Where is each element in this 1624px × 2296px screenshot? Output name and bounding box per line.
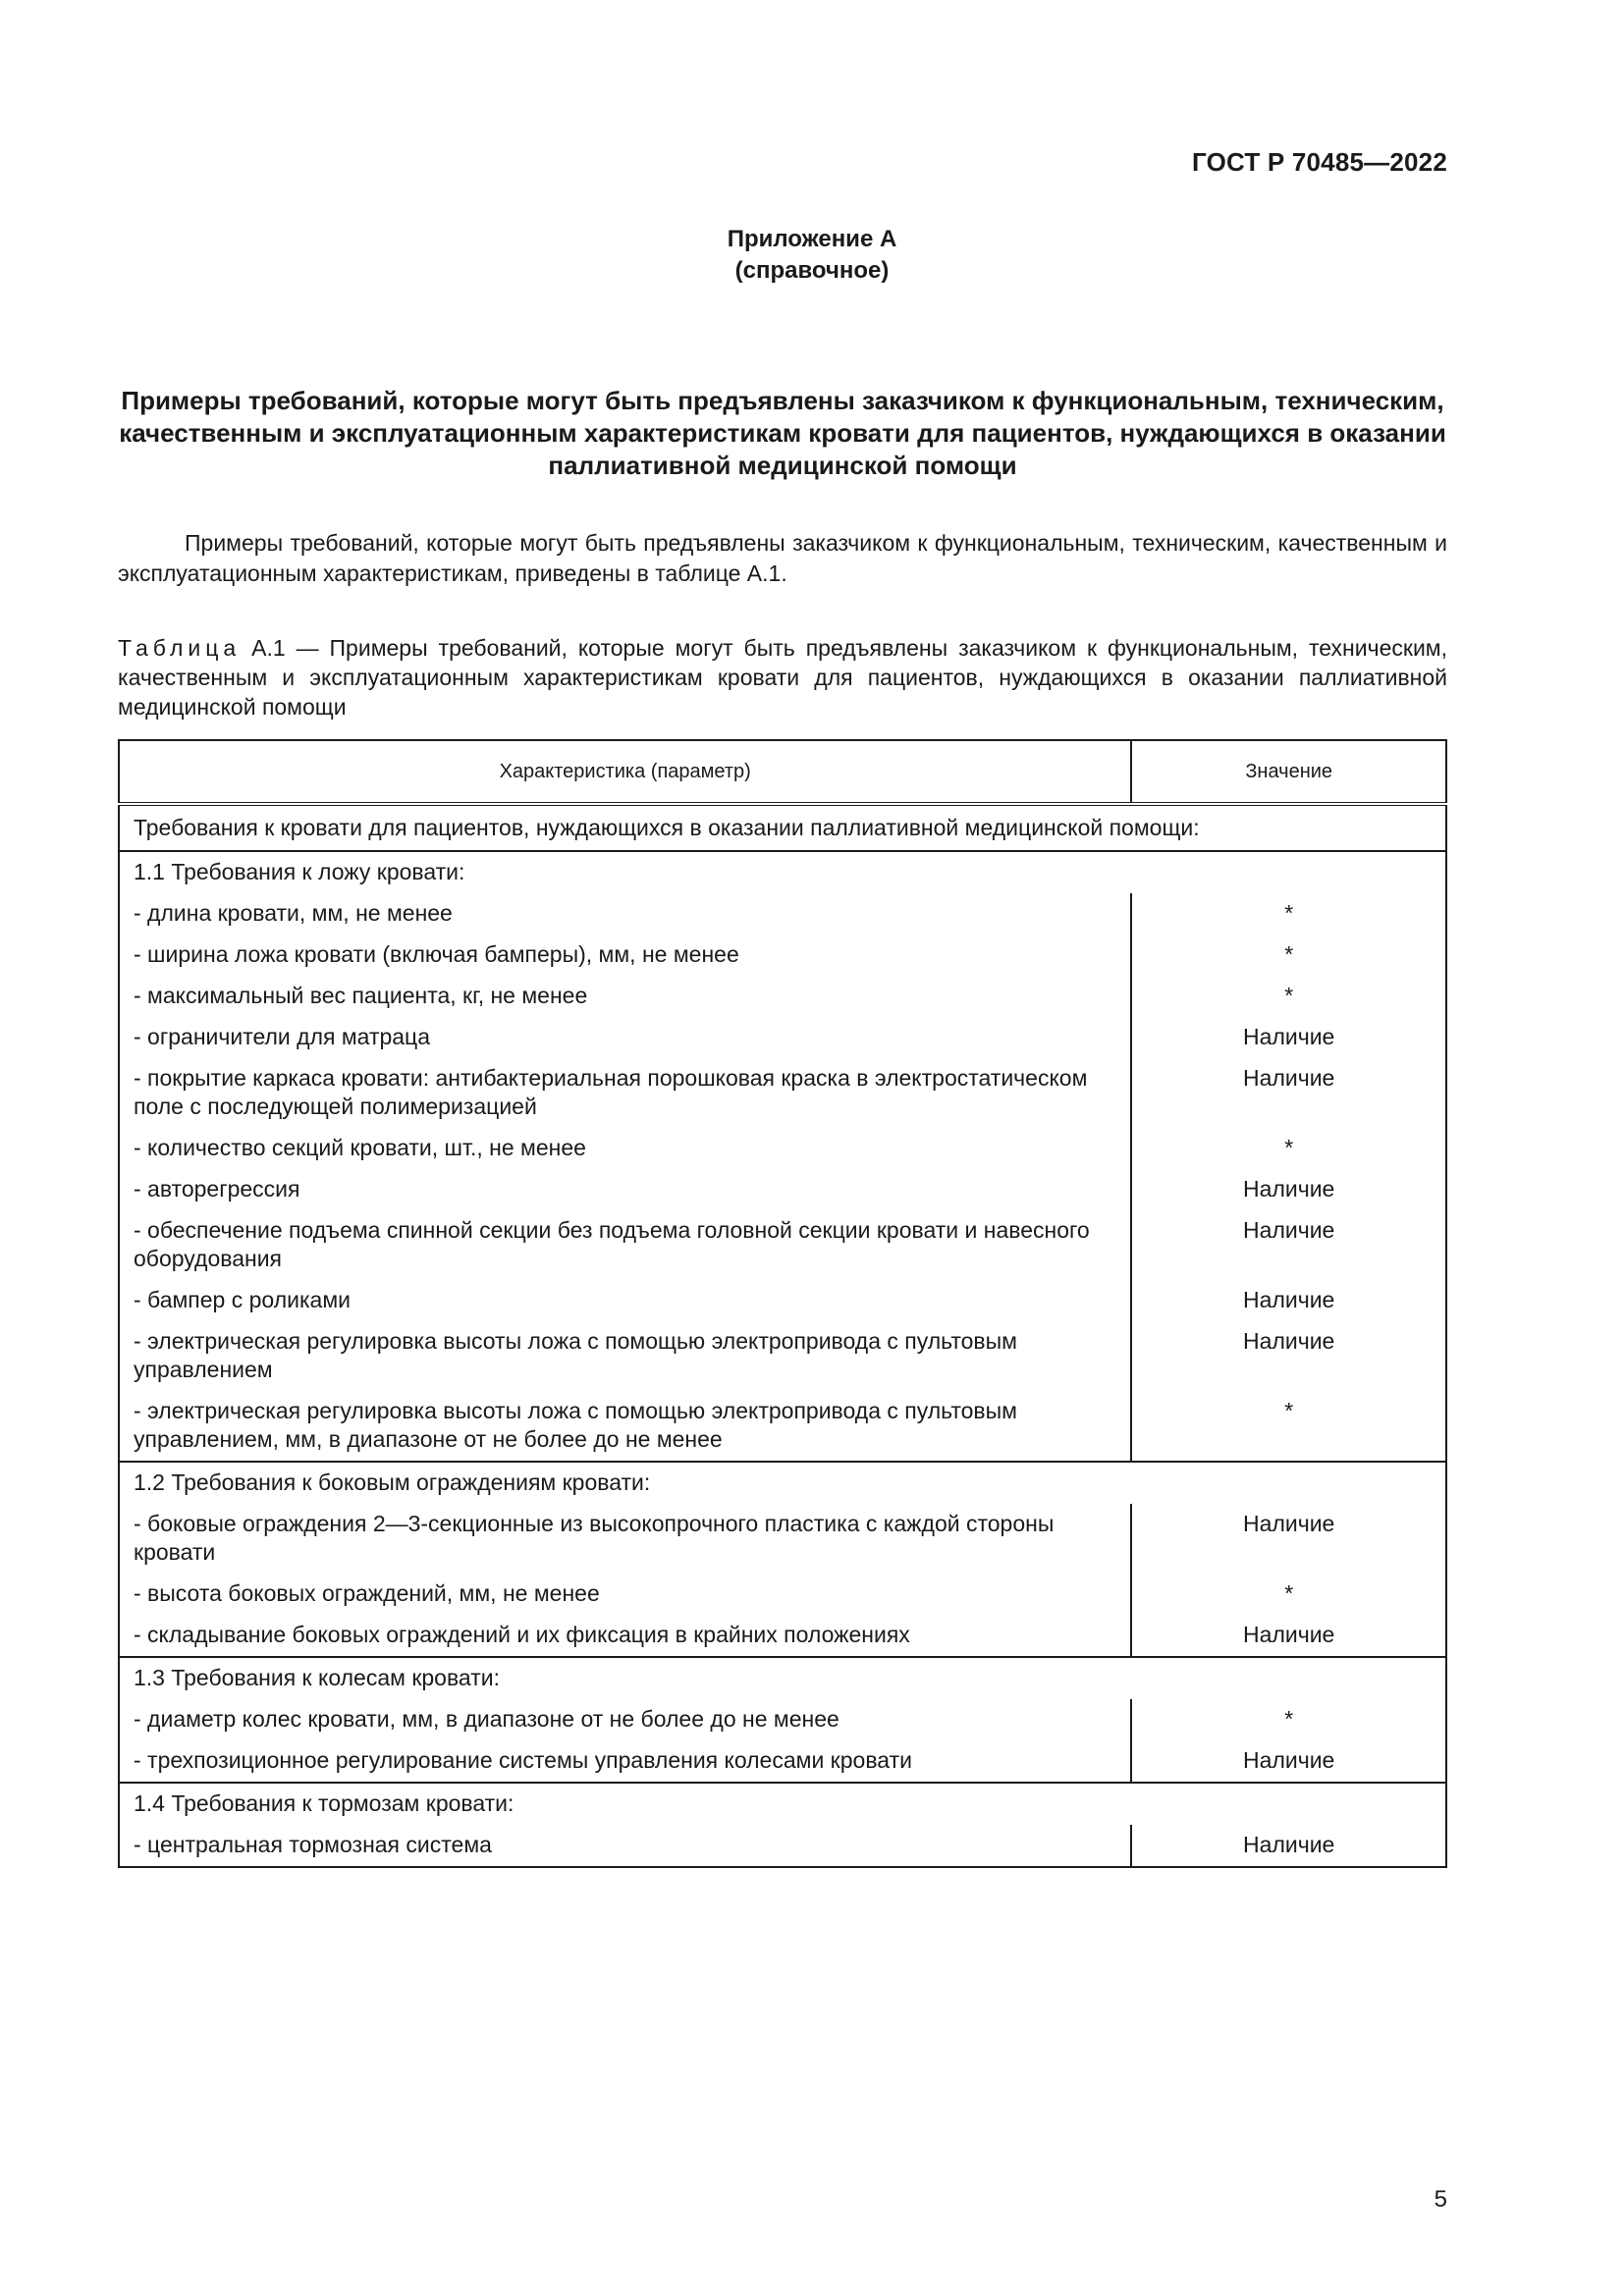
row-param: - электрическая регулировка высоты ложа с помощью электропривода с пультовым управлением, мм, в диапазоне от не более до не менее [119, 1391, 1131, 1462]
row-value: Наличие [1131, 1017, 1446, 1058]
section-row-1-3 [119, 1657, 1446, 1699]
row-value: * [1131, 893, 1446, 934]
table-row [119, 1017, 1446, 1058]
section-row-1-1 [119, 851, 1446, 893]
table-row [119, 1825, 1446, 1867]
table-row [119, 1058, 1446, 1128]
row-param: - покрытие каркаса кровати: антибактериальная порошковая краска в электростатическом поле с последующей полимеризацией [119, 1058, 1131, 1128]
row-param: - максимальный вес пациента, кг, не менее [119, 976, 1131, 1017]
section-title: 1.2 Требования к боковым ограждениям кровати: [119, 1462, 1446, 1504]
table-header-row [119, 740, 1446, 804]
row-param: - электрическая регулировка высоты ложа с помощью электропривода с пультовым управлением [119, 1321, 1131, 1391]
section-title: 1.3 Требования к колесам кровати: [119, 1657, 1446, 1699]
table-top-section-row [119, 804, 1446, 851]
row-param: - авторегрессия [119, 1169, 1131, 1210]
row-value: * [1131, 976, 1446, 1017]
table-caption-text: А.1 — Примеры требований, которые могут быть предъявлены заказчиком к функциональным, техническим, качественным и эксплуатационным характеристикам кровати для пациентов, нуждающихся в оказании паллиативной медицинской помощи [118, 635, 1447, 720]
table-row [119, 976, 1446, 1017]
row-value: Наличие [1131, 1280, 1446, 1321]
table-row [119, 1504, 1446, 1574]
row-value: Наличие [1131, 1210, 1446, 1280]
table-row [119, 1280, 1446, 1321]
row-value: * [1131, 1574, 1446, 1615]
row-value: * [1131, 934, 1446, 976]
main-title: Примеры требований, которые могут быть предъявлены заказчиком к функциональным, техническим, качественным и эксплуатационным характеристикам кровати для пациентов, нуждающихся в оказании паллиативной медицинской помощи [119, 386, 1446, 480]
row-value: * [1131, 1128, 1446, 1169]
table-row [119, 893, 1446, 934]
intro-paragraph: Примеры требований, которые могут быть предъявлены заказчиком к функциональным, техническим, качественным и эксплуатационным характеристикам, приведены в таблице А.1. [118, 530, 1447, 586]
row-value: Наличие [1131, 1825, 1446, 1867]
row-param: - трехпозиционное регулирование системы управления колесами кровати [119, 1740, 1131, 1783]
section-row-1-4 [119, 1783, 1446, 1825]
table-row [119, 1321, 1446, 1391]
table-row [119, 1169, 1446, 1210]
appendix-title: Приложение А [727, 226, 897, 252]
section-title: 1.1 Требования к ложу кровати: [119, 851, 1446, 893]
row-param: - диаметр колес кровати, мм, в диапазоне от не более до не менее [119, 1699, 1131, 1740]
row-value: Наличие [1131, 1504, 1446, 1574]
table-row [119, 1128, 1446, 1169]
row-value: Наличие [1131, 1169, 1446, 1210]
requirements-table [118, 739, 1447, 1868]
appendix-subtitle: (справочное) [734, 257, 890, 284]
table-row [119, 1391, 1446, 1462]
row-param: - центральная тормозная система [119, 1825, 1131, 1867]
table-row [119, 934, 1446, 976]
section-title: 1.4 Требования к тормозам кровати: [119, 1783, 1446, 1825]
table-row [119, 1615, 1446, 1657]
table-row [119, 1740, 1446, 1783]
header-param: Характеристика (параметр) [119, 740, 1131, 804]
table-row [119, 1574, 1446, 1615]
row-value: * [1131, 1699, 1446, 1740]
row-value: Наличие [1131, 1740, 1446, 1783]
header-value: Значение [1131, 740, 1446, 804]
row-param: - высота боковых ограждений, мм, не менее [119, 1574, 1131, 1615]
row-value: Наличие [1131, 1058, 1446, 1128]
row-param: - бампер с роликами [119, 1280, 1131, 1321]
row-param: - боковые ограждения 2—3-секционные из высокопрочного пластика с каждой стороны кровати [119, 1504, 1131, 1574]
row-param: - ширина ложа кровати (включая бамперы), мм, не менее [119, 934, 1131, 976]
table-caption [118, 633, 1447, 721]
top-section-title: Требования к кровати для пациентов, нуждающихся в оказании паллиативной медицинской помощи: [119, 804, 1446, 851]
row-param: - обеспечение подъема спинной секции без подъема головной секции кровати и навесного оборудования [119, 1210, 1131, 1280]
row-param: - ограничители для матраца [119, 1017, 1131, 1058]
appendix-heading [0, 224, 1624, 287]
table-caption-label: Таблица [118, 635, 242, 661]
row-value: Наличие [1131, 1615, 1446, 1657]
document-code: ГОСТ Р 70485—2022 [1192, 147, 1447, 177]
row-param: - количество секций кровати, шт., не менее [119, 1128, 1131, 1169]
table-row [119, 1699, 1446, 1740]
row-param: - складывание боковых ограждений и их фиксация в крайних положениях [119, 1615, 1131, 1657]
row-value: Наличие [1131, 1321, 1446, 1391]
table-row [119, 1210, 1446, 1280]
page-number: 5 [1434, 2186, 1447, 2213]
section-row-1-2 [119, 1462, 1446, 1504]
row-value: * [1131, 1391, 1446, 1462]
row-param: - длина кровати, мм, не менее [119, 893, 1131, 934]
